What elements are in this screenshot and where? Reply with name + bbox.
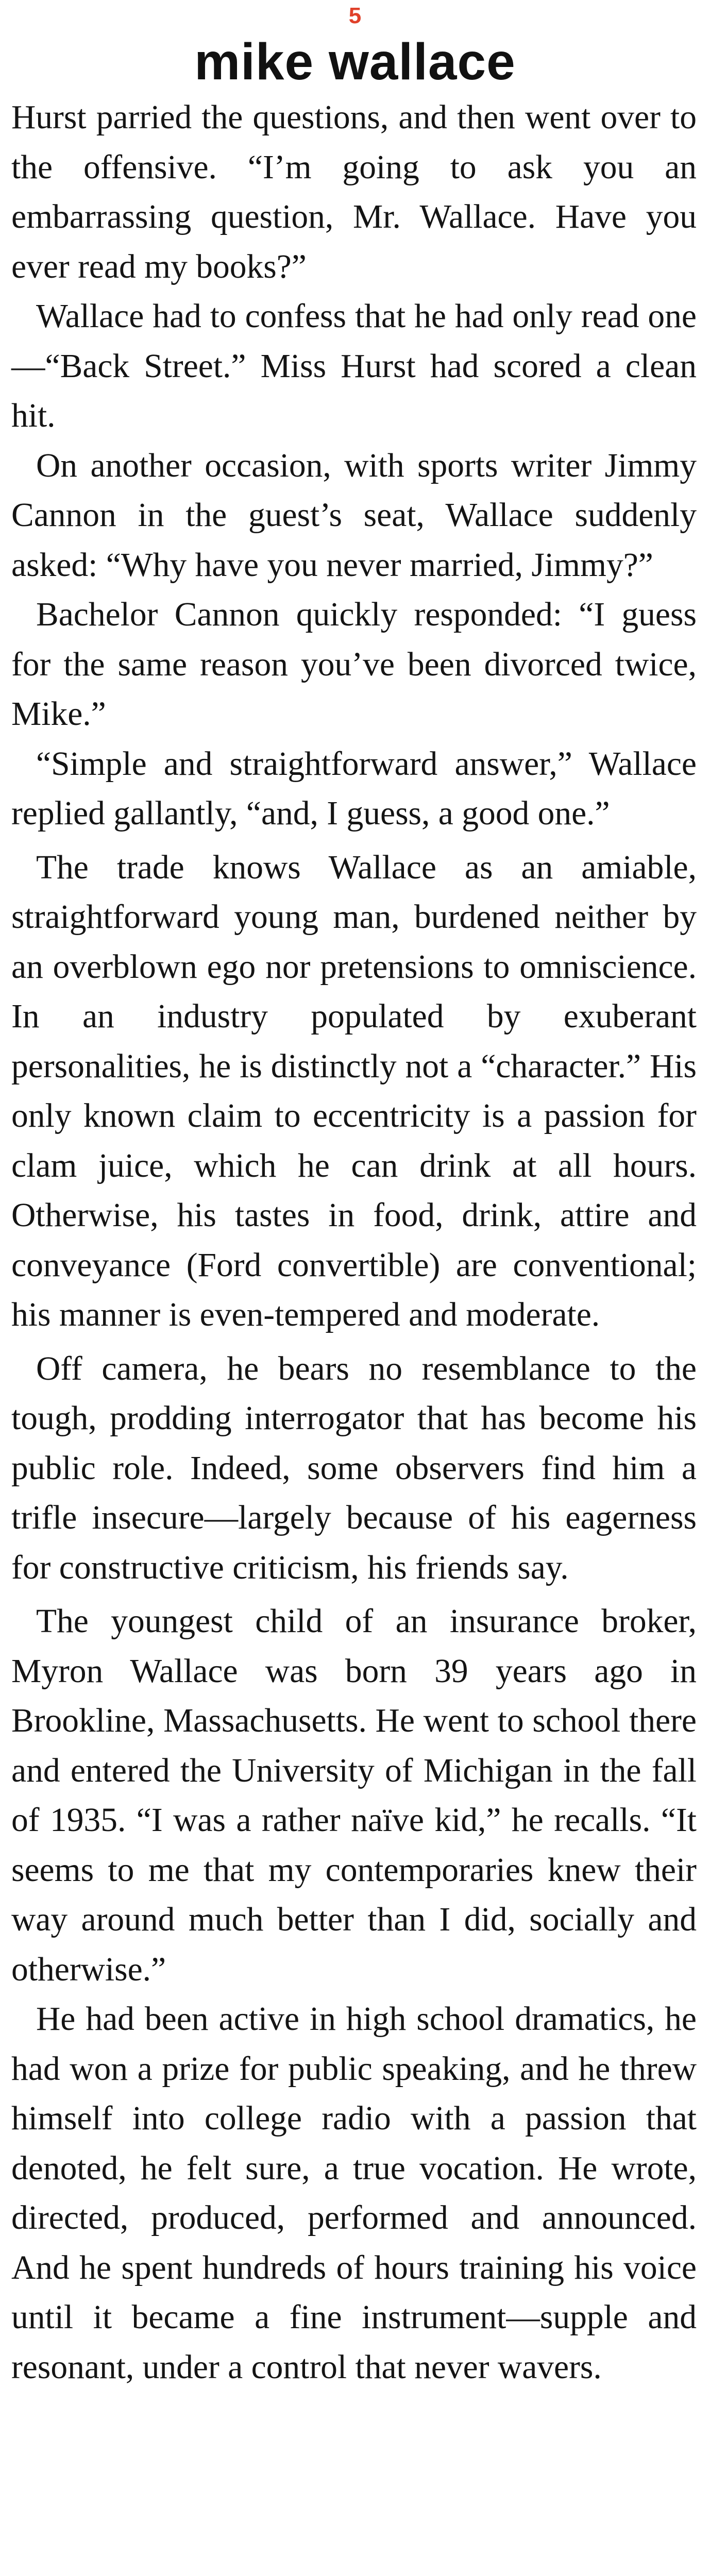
- article-body: [11, 93, 697, 2392]
- article-paragraph: He had been active in high school dramatics, he had won a prize for public speaking, and he threw himself into college radio with a passion that denoted, he felt sure, a true vocation. He wrote, directed, produced, performed and announced. And he spent hundreds of hours training his voice until it became a fine instrument—supple and resonant, under a control that never wavers.: [11, 2001, 697, 2386]
- article-paragraph: Off camera, he bears no resemblance to the tough, prodding interrogator that has become his public role. Indeed, some observers find him a trifle insecure—largely because of his eagerness for constructive criticism, his friends say.: [11, 1350, 697, 1586]
- article-headline: mike wallace: [194, 33, 516, 91]
- article-paragraph: Wallace had to confess that he had only read one—“Back Street.” Miss Hurst had scored a clean hit.: [11, 298, 697, 434]
- article-paragraph: On another occasion, with sports writer Jimmy Cannon in the guest’s seat, Wallace suddenly asked: “Why have you never married, Jimmy?”: [11, 447, 697, 584]
- article-paragraph: Hurst parried the questions, and then went over to the offensive. “I’m going to ask you an embarrassing question, Mr. Wallace. Have you ever read my books?”: [11, 99, 697, 285]
- article-paragraph: The trade knows Wallace as an amiable, straightforward young man, burdened neither by an overblown ego nor pretensions to omniscience. In an industry populated by exuberant personalities, he is distinctly not a “character.” His only known claim to eccentricity is a passion for clam juice, which he can drink at all hours. Otherwise, his tastes in food, drink, attire and conveyance (Ford convertible) are conventional; his manner is even-tempered and moderate.: [11, 849, 697, 1333]
- page-number: 5: [348, 3, 362, 28]
- article-paragraph: Bachelor Cannon quickly responded: “I guess for the same reason you’ve been divorced twice, Mike.”: [11, 596, 697, 733]
- article-paragraph: The youngest child of an insurance broker, Myron Wallace was born 39 years ago in Brookline, Massachusetts. He went to school there and entered the University of Michigan in the fall of 1935. “I was a rather naïve kid,” he recalls. “It seems to me that my contemporaries knew their way around much better than I did, socially and otherwise.”: [11, 1603, 697, 1988]
- article-paragraph: “Simple and straightforward answer,” Wallace replied gallantly, “and, I guess, a good one.”: [11, 745, 697, 832]
